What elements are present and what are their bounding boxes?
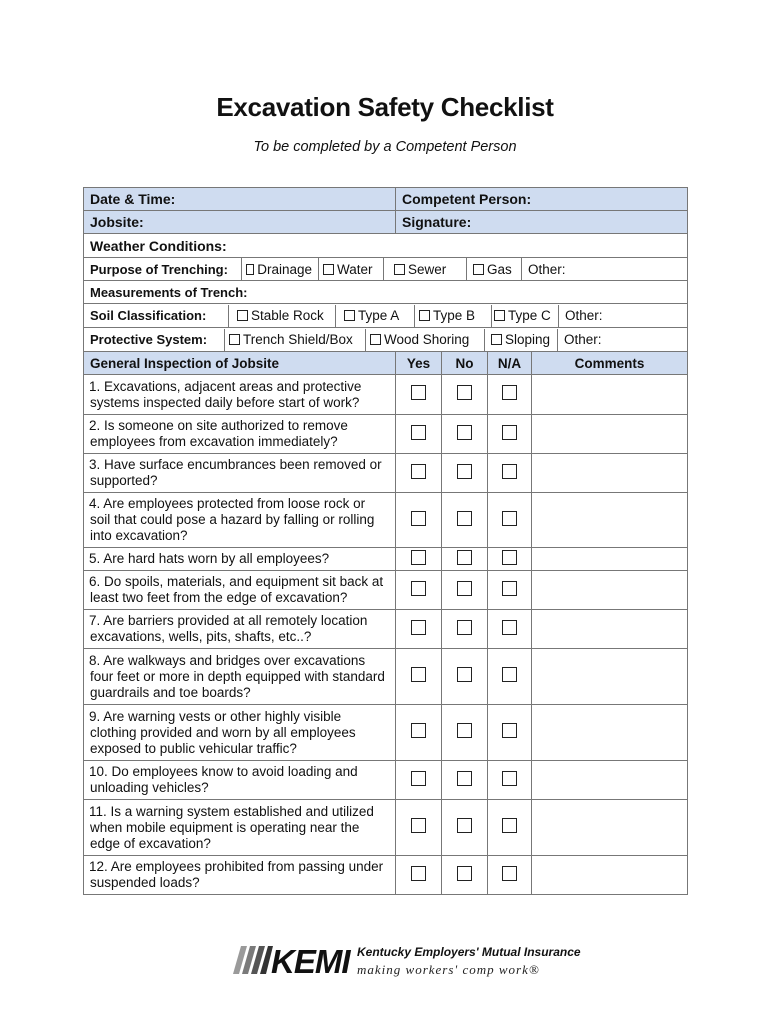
answer-cell-yes (396, 493, 442, 548)
soil-option-type-a[interactable]: Type A (336, 305, 415, 327)
answer-cell-na (488, 649, 532, 705)
answer-cell-na (488, 493, 532, 548)
kemi-stripes-icon (233, 946, 273, 980)
checkbox-yes-icon[interactable] (411, 723, 426, 738)
comments-field[interactable] (532, 800, 688, 856)
checkbox-na-icon[interactable] (502, 866, 517, 881)
kemi-wordmark: KEMI (271, 943, 350, 980)
answer-cell-na (488, 856, 532, 895)
answer-cell-na (488, 375, 532, 415)
column-na: N/A (488, 352, 532, 375)
comments-field[interactable] (532, 649, 688, 705)
checkbox-icon[interactable] (229, 334, 240, 345)
answer-cell-na (488, 415, 532, 454)
question-text: 10. Do employees know to avoid loading and unloading vehicles? (84, 761, 396, 800)
checkbox-yes-icon[interactable] (411, 511, 426, 526)
checkbox-no-icon[interactable] (457, 667, 472, 682)
protective-option-trench-shield[interactable]: Trench Shield/Box (225, 329, 366, 351)
checkbox-no-icon[interactable] (457, 425, 472, 440)
table-row (84, 415, 688, 454)
answer-cell-na (488, 610, 532, 649)
soil-row (84, 305, 687, 327)
protective-option-sloping[interactable]: Sloping (485, 329, 558, 351)
checkbox-no-icon[interactable] (457, 866, 472, 881)
answer-cell-yes (396, 375, 442, 415)
soil-other-field[interactable]: Other: (565, 308, 603, 323)
checkbox-na-icon[interactable] (502, 581, 517, 596)
checkbox-na-icon[interactable] (502, 667, 517, 682)
table-row (84, 705, 688, 761)
answer-cell-na (488, 705, 532, 761)
comments-field[interactable] (532, 856, 688, 895)
checkbox-no-icon[interactable] (457, 771, 472, 786)
question-text: 1. Excavations, adjacent areas and protective systems inspected daily before start of work? (84, 375, 396, 415)
column-yes: Yes (396, 352, 442, 375)
checkbox-yes-icon[interactable] (411, 667, 426, 682)
table-row (84, 761, 688, 800)
comments-field[interactable] (532, 705, 688, 761)
checkbox-yes-icon[interactable] (411, 818, 426, 833)
comments-field[interactable] (532, 415, 688, 454)
table-row (84, 375, 688, 415)
checkbox-na-icon[interactable] (502, 771, 517, 786)
question-text: 3. Have surface encumbrances been removed or supported? (84, 454, 396, 493)
checkbox-na-icon[interactable] (502, 818, 517, 833)
inspection-heading: General Inspection of Jobsite (84, 352, 396, 375)
question-text: 2. Is someone on site authorized to remove employees from excavation immediately? (84, 415, 396, 454)
checkbox-no-icon[interactable] (457, 550, 472, 565)
checkbox-no-icon[interactable] (457, 818, 472, 833)
answer-cell-no (442, 610, 488, 649)
table-row (84, 856, 688, 895)
checkbox-icon[interactable] (246, 264, 254, 275)
answer-cell-yes (396, 548, 442, 571)
answer-cell-no (442, 454, 488, 493)
answer-cell-no (442, 856, 488, 895)
answer-cell-no (442, 548, 488, 571)
checkbox-no-icon[interactable] (457, 511, 472, 526)
purpose-row (84, 258, 687, 280)
question-text: 8. Are walkways and bridges over excavations four feet or more in depth equipped with standard guardrails and toe boards? (84, 649, 396, 705)
answer-cell-yes (396, 610, 442, 649)
answer-cell-yes (396, 705, 442, 761)
question-text: 7. Are barriers provided at all remotely location excavations, wells, pits, shafts, etc..? (84, 610, 396, 649)
answer-cell-na (488, 761, 532, 800)
answer-cell-no (442, 800, 488, 856)
answer-cell-no (442, 493, 488, 548)
checkbox-na-icon[interactable] (502, 425, 517, 440)
kemi-tagline: making workers' comp work® (357, 962, 540, 977)
purpose-option-gas[interactable]: Gas (467, 258, 522, 280)
soil-option-type-c[interactable]: Type C (492, 305, 559, 327)
column-comments: Comments (532, 352, 688, 375)
checkbox-icon[interactable] (323, 264, 334, 275)
table-row (84, 610, 688, 649)
soil-option-type-b[interactable]: Type B (415, 305, 492, 327)
question-text: 5. Are hard hats worn by all employees? (84, 548, 396, 571)
purpose-option-water[interactable]: Water (319, 258, 384, 280)
answer-cell-na (488, 454, 532, 493)
answer-cell-no (442, 761, 488, 800)
soil-option-stable-rock[interactable]: Stable Rock (229, 305, 336, 327)
protective-other-field[interactable]: Other: (564, 332, 602, 347)
purpose-option-drainage[interactable]: Drainage (242, 258, 319, 280)
answer-cell-no (442, 571, 488, 610)
checkbox-na-icon[interactable] (502, 511, 517, 526)
signature-field[interactable]: Signature: (396, 211, 688, 234)
table-row (84, 548, 688, 571)
checkbox-yes-icon[interactable] (411, 620, 426, 635)
checkbox-icon[interactable] (473, 264, 484, 275)
protective-row (84, 329, 687, 351)
answer-cell-yes (396, 571, 442, 610)
jobsite-field[interactable]: Jobsite: (84, 211, 396, 234)
kemi-logo (233, 940, 581, 980)
checkbox-yes-icon[interactable] (411, 425, 426, 440)
checkbox-no-icon[interactable] (457, 620, 472, 635)
table-row (84, 493, 688, 548)
checkbox-yes-icon[interactable] (411, 550, 426, 565)
checklist-table (83, 187, 688, 895)
answer-cell-yes (396, 761, 442, 800)
checkbox-no-icon[interactable] (457, 723, 472, 738)
question-text: 4. Are employees protected from loose rock or soil that could pose a hazard by falling or rolling into excavation? (84, 493, 396, 548)
answer-cell-na (488, 800, 532, 856)
comments-field[interactable] (532, 571, 688, 610)
page-subtitle: To be completed by a Competent Person (253, 139, 517, 155)
answer-cell-yes (396, 454, 442, 493)
checkbox-no-icon[interactable] (457, 581, 472, 596)
answer-cell-yes (396, 856, 442, 895)
protective-label: Protective System: (84, 329, 225, 351)
checkbox-icon[interactable] (237, 310, 248, 321)
question-text: 11. Is a warning system established and utilized when mobile equipment is operating near the edge of excavation? (84, 800, 396, 856)
protective-option-wood-shoring[interactable]: Wood Shoring (366, 329, 485, 351)
purpose-option-sewer[interactable]: Sewer (384, 258, 467, 280)
soil-label: Soil Classification: (84, 305, 229, 327)
answer-cell-yes (396, 415, 442, 454)
checkbox-na-icon[interactable] (502, 385, 517, 400)
checkbox-icon[interactable] (491, 334, 502, 345)
checkbox-icon[interactable] (370, 334, 381, 345)
answer-cell-yes (396, 649, 442, 705)
comments-field[interactable] (532, 610, 688, 649)
weather-field[interactable]: Weather Conditions: (84, 234, 688, 258)
answer-cell-no (442, 705, 488, 761)
comments-field[interactable] (532, 454, 688, 493)
question-text: 6. Do spoils, materials, and equipment sit back at least two feet from the edge of excavation? (84, 571, 396, 610)
answer-cell-na (488, 548, 532, 571)
purpose-other-field[interactable]: Other: (528, 261, 566, 277)
comments-field[interactable] (532, 761, 688, 800)
comments-field[interactable] (532, 493, 688, 548)
purpose-label: Purpose of Trenching: (84, 258, 242, 280)
table-row (84, 571, 688, 610)
table-row (84, 454, 688, 493)
checkbox-na-icon[interactable] (502, 550, 517, 565)
checkbox-yes-icon[interactable] (411, 581, 426, 596)
checkbox-yes-icon[interactable] (411, 866, 426, 881)
question-text: 12. Are employees prohibited from passing under suspended loads? (84, 856, 396, 895)
page-title: Excavation Safety Checklist (216, 92, 554, 122)
date-time-field[interactable]: Date & Time: (84, 188, 396, 211)
answer-cell-na (488, 571, 532, 610)
table-row (84, 649, 688, 705)
answer-cell-no (442, 415, 488, 454)
answer-cell-no (442, 649, 488, 705)
kemi-company-name: Kentucky Employers' Mutual Insurance (357, 945, 581, 959)
checkbox-yes-icon[interactable] (411, 464, 426, 479)
comments-field[interactable] (532, 375, 688, 415)
checkbox-yes-icon[interactable] (411, 771, 426, 786)
checkbox-na-icon[interactable] (502, 464, 517, 479)
checkbox-no-icon[interactable] (457, 464, 472, 479)
checkbox-icon[interactable] (419, 310, 430, 321)
question-text: 9. Are warning vests or other highly visible clothing provided and worn by all employees exposed to public vehicular traffic? (84, 705, 396, 761)
checkbox-yes-icon[interactable] (411, 385, 426, 400)
competent-person-field[interactable]: Competent Person: (396, 188, 688, 211)
checkbox-icon[interactable] (344, 310, 355, 321)
column-no: No (442, 352, 488, 375)
checkbox-icon[interactable] (394, 264, 405, 275)
comments-field[interactable] (532, 548, 688, 571)
checkbox-na-icon[interactable] (502, 620, 517, 635)
checkbox-no-icon[interactable] (457, 385, 472, 400)
checkbox-na-icon[interactable] (502, 723, 517, 738)
answer-cell-no (442, 375, 488, 415)
measurements-field[interactable]: Measurements of Trench: (84, 281, 688, 304)
answer-cell-yes (396, 800, 442, 856)
table-row (84, 800, 688, 856)
checkbox-icon[interactable] (494, 310, 505, 321)
